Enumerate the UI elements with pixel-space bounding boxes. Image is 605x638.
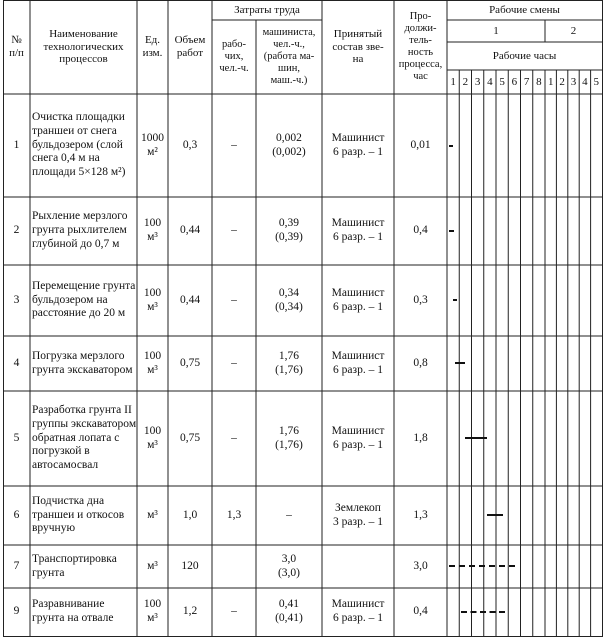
row-duration: 0,4: [413, 224, 428, 237]
row-num: 4: [13, 356, 20, 369]
row-duration: 1,3: [413, 508, 428, 521]
row-process-name: Рыхление мерзлого грунта рыхлителем глубиной до 0,7 м: [32, 210, 128, 250]
gantt-bar: [449, 145, 453, 147]
row-machinist: 0,002 (0,002): [272, 131, 306, 158]
row-machinist: 0,41 (0,41): [275, 598, 303, 624]
gantt-bar: [449, 230, 454, 232]
row-workers: –: [231, 293, 237, 306]
hour-label: 1: [547, 76, 554, 88]
row-workers: –: [231, 224, 237, 237]
row-process-name: Перемещение грунта бульдозером на расстояние до 20 м: [32, 279, 136, 320]
row-unit: 100 м³: [143, 349, 162, 376]
row-process-name: Очистка площадки траншеи от снега бульдозером (слой снега 0,4 м на площади 5×128 м²): [32, 111, 126, 179]
row-unit: 1000 м²: [141, 131, 164, 158]
row-volume: 0,75: [179, 356, 201, 369]
hour-label: 7: [523, 76, 530, 88]
gantt-bar: [455, 362, 465, 364]
row-machinist: 3,0 (3,0): [277, 552, 301, 579]
hour-label: 8: [536, 76, 542, 88]
row-unit: м³: [147, 559, 158, 572]
hour-label: 2: [462, 76, 469, 88]
header-duration: Про- должи- тель- ность процесса, час: [398, 10, 443, 83]
row-process-name: Погрузка мерзлого грунта экскаватором: [32, 349, 133, 376]
row-process-name: Транспортировка грунта: [32, 552, 117, 579]
row-machinist: –: [286, 508, 292, 521]
gantt-bar: [461, 611, 505, 613]
row-crew: Машинист 6 разр. – 1: [331, 424, 385, 451]
row-volume: 1,2: [182, 605, 198, 618]
hour-label: 2: [559, 76, 565, 88]
hour-label: 3: [570, 76, 577, 88]
row-num: 3: [13, 293, 20, 306]
row-duration: 0,8: [413, 356, 428, 369]
header-labor: Затраты труда: [234, 3, 300, 16]
gantt-bar: [449, 565, 515, 567]
row-crew: Машинист 6 разр. – 1: [331, 286, 385, 313]
row-machinist: 1,76 (1,76): [275, 349, 303, 376]
row-unit: 100 м³: [143, 217, 162, 243]
row-process-name: Разработка грунта II группы экскаватором обратная лопата с погрузкой в автосамосвал: [32, 404, 137, 472]
row-workers: [212, 545, 256, 588]
row-volume: 0,75: [179, 431, 201, 444]
header-num: № п/п: [9, 34, 24, 59]
row-num: 7: [13, 559, 20, 572]
hour-label: 6: [511, 76, 518, 88]
header-workers: рабо- чих, чел.-ч.: [219, 38, 249, 75]
hour-label: 5: [593, 76, 600, 88]
row-crew: Машинист 6 разр. – 1: [331, 131, 385, 158]
gantt-bar: [487, 514, 503, 516]
header-shift-2: 2: [570, 24, 577, 37]
row-machinist: 1,76 (1,76): [275, 424, 303, 451]
hour-label: 1: [450, 76, 456, 88]
row-volume: 1,0: [182, 508, 198, 521]
hour-label: 4: [487, 76, 493, 88]
row-crew: Машинист 6 разр. – 1: [331, 349, 385, 376]
row-duration: 0,4: [413, 605, 428, 618]
row-workers: –: [231, 431, 237, 444]
hour-label: 3: [474, 76, 481, 88]
row-volume: 0,3: [182, 138, 198, 151]
gantt-bar: [453, 299, 457, 301]
row-num: 1: [13, 138, 20, 151]
row-crew: Машинист 6 разр. – 1: [331, 217, 385, 243]
row-workers: 1,3: [226, 508, 242, 521]
row-unit: 100 м³: [143, 286, 162, 313]
row-workers: –: [231, 605, 237, 618]
row-duration: 0,3: [413, 293, 428, 306]
row-crew: [322, 545, 394, 588]
row-workers: –: [231, 356, 237, 369]
row-volume: 0,44: [179, 293, 201, 306]
row-duration: 3,0: [413, 559, 428, 572]
row-crew: Землекоп 3 разр. – 1: [333, 501, 383, 528]
header-unit: Ед. изм.: [142, 34, 163, 59]
row-unit: 100 м³: [143, 598, 162, 624]
row-num: 9: [13, 605, 20, 618]
row-machinist: 0,39 (0,39): [275, 217, 303, 243]
row-num: 6: [13, 508, 20, 521]
row-unit: м³: [147, 508, 158, 521]
row-machinist: 0,34 (0,34): [275, 286, 303, 313]
row-volume: 0,44: [179, 224, 201, 237]
row-num: 2: [13, 224, 20, 237]
row-duration: 1,8: [413, 431, 428, 444]
row-process-name: Подчистка дна траншеи и откосов вручную: [32, 494, 125, 535]
row-crew: Машинист 6 разр. – 1: [331, 598, 385, 624]
header-name: Наименование технологических процессов: [43, 28, 124, 66]
header-shifts: Рабочие смены: [489, 3, 560, 16]
header-hours: Рабочие часы: [492, 49, 557, 62]
row-num: 5: [13, 431, 20, 444]
hour-label: 4: [582, 76, 588, 88]
header-shift-1: 1: [493, 24, 499, 37]
header-crew: Принятый состав зве- на: [332, 28, 384, 66]
row-unit: 100 м³: [143, 424, 162, 451]
row-workers: –: [231, 138, 237, 151]
gantt-bar: [465, 437, 487, 439]
row-volume: 120: [181, 559, 199, 572]
header-machinist: машиниста, чел.-ч., (работа ма- шин, маш.-ч.): [262, 26, 316, 87]
hour-label: 5: [499, 76, 505, 88]
row-duration: 0,01: [410, 138, 431, 151]
row-process-name: Разравнивание грунта на отвале: [32, 598, 114, 624]
header-volume: Объем работ: [174, 34, 206, 59]
